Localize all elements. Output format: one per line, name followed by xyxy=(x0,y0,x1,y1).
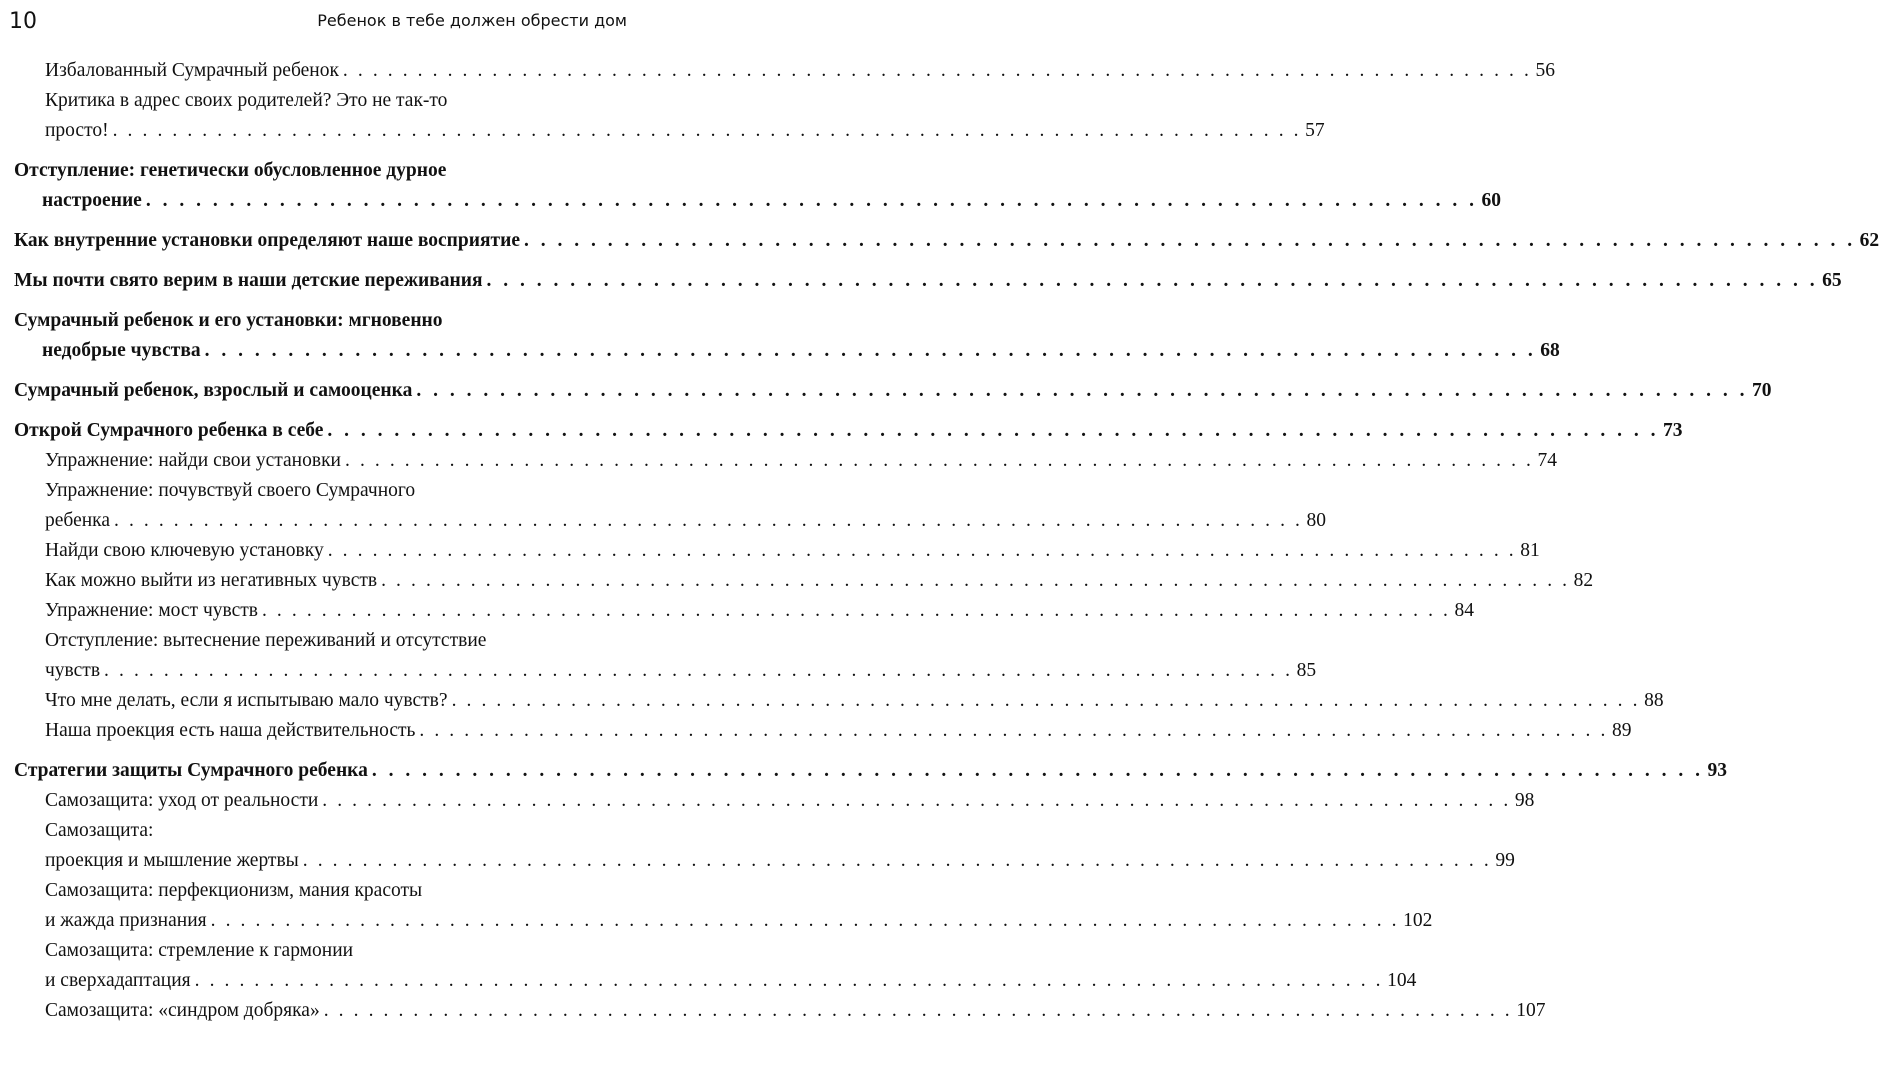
toc-entry-line xyxy=(45,626,624,656)
toc-entry[interactable] xyxy=(14,816,1515,876)
toc-entry-line xyxy=(45,996,1546,1026)
toc-entry-line xyxy=(45,566,1594,596)
toc-entry-title: Как можно выйти из негативных чувств xyxy=(45,570,378,591)
toc-entry-title: Избалованный Сумрачный ребенок xyxy=(45,60,339,81)
toc-entry-title: Критика в адрес своих родителей? Это не так-то xyxy=(45,90,448,111)
running-head-title: Ребенок в тебе должен обрести дом xyxy=(317,11,627,30)
toc-entry-title: Что мне делать, если я испытываю мало чувств? xyxy=(45,690,448,711)
dot-leader: . . . . . . . . . . . . . . . . . . . . . . . . . . . . . . . . . . . . . . . . . . . . . . . . . . . . . . . . . . . . . . . . . . . . . . . . . . . . . . . . xyxy=(194,970,1384,991)
toc-entry-line xyxy=(14,306,624,336)
toc-page-number: 85 xyxy=(1296,660,1317,681)
dot-leader: . . . . . . . . . . . . . . . . . . . . . . . . . . . . . . . . . . . . . . . . . . . . . . . . . . . . . . . . . . . . . . . . . . . . . . . . . . . . . . . . xyxy=(416,380,1748,401)
toc-entry-title: Самозащита: стремление к гармонии xyxy=(45,940,354,961)
toc-entry-line xyxy=(14,226,1879,256)
dot-leader: . . . . . . . . . . . . . . . . . . . . . . . . . . . . . . . . . . . . . . . . . . . . . . . . . . . . . . . . . . . . . . . . . . . . . . . . . . . . . . . . xyxy=(210,910,1400,931)
toc-page-number: 84 xyxy=(1454,600,1475,621)
toc-entry-line xyxy=(45,816,624,846)
toc-entry-line xyxy=(45,656,1317,686)
toc-entry-line xyxy=(45,446,1558,476)
toc-entry-line xyxy=(14,376,1772,406)
toc-entry-title: Как внутренние установки определяют наше восприятие xyxy=(14,230,521,251)
toc-entry[interactable] xyxy=(14,266,1842,296)
toc-entry[interactable] xyxy=(14,306,1560,366)
toc-page-number: 60 xyxy=(1481,190,1501,211)
toc-entry[interactable] xyxy=(14,476,1327,536)
toc-entry[interactable] xyxy=(14,626,1317,686)
toc-entry-line xyxy=(45,846,1515,876)
toc-page-number: 99 xyxy=(1495,850,1515,871)
toc-entry-title: проекция и мышление жертвы xyxy=(45,850,299,871)
toc-page-number: 57 xyxy=(1305,120,1325,141)
dot-leader: . . . . . . . . . . . . . . . . . . . . . . . . . . . . . . . . . . . . . . . . . . . . . . . . . . . . . . . . . . . . . . . . . . . . . . . . . . . . . . . . xyxy=(451,690,1641,711)
toc-entry[interactable] xyxy=(14,936,1417,996)
toc-entry-title: Сумрачный ребенок и его установки: мгновенно xyxy=(14,310,443,331)
toc-page-number: 89 xyxy=(1611,720,1632,741)
toc-entry[interactable] xyxy=(14,226,1879,256)
dot-leader: . . . . . . . . . . . . . . . . . . . . . . . . . . . . . . . . . . . . . . . . . . . . . . . . . . . . . . . . . . . . . . . . . . . . . . . . . . . . . . . . xyxy=(342,60,1532,81)
toc-page-number: 81 xyxy=(1520,540,1540,561)
dot-leader: . . . . . . . . . . . . . . . . . . . . . . . . . . . . . . . . . . . . . . . . . . . . . . . . . . . . . . . . . . . . . . . . . . . . . . . . . . . . . . . . xyxy=(345,450,1534,471)
dot-leader: . . . . . . . . . . . . . . . . . . . . . . . . . . . . . . . . . . . . . . . . . . . . . . . . . . . . . . . . . . . . . . . . . . . . . . . . . . . . . . . . xyxy=(419,720,1608,741)
toc-entry-line xyxy=(45,936,624,966)
toc-entry-title: чувств xyxy=(45,660,101,681)
toc-page-number: 93 xyxy=(1707,760,1727,781)
toc-entry-line xyxy=(45,876,624,906)
toc-entry-title: и сверхадаптация xyxy=(45,970,191,991)
toc-entry[interactable] xyxy=(14,596,1475,626)
toc-entry[interactable] xyxy=(14,56,1555,86)
dot-leader: . . . . . . . . . . . . . . . . . . . . . . . . . . . . . . . . . . . . . . . . . . . . . . . . . . . . . . . . . . . . . . . . . . . . . . . . . . . . . . . . xyxy=(327,540,1517,561)
toc-page-number: 88 xyxy=(1644,690,1664,711)
toc-entry-title: Наша проекция есть наша действительность xyxy=(45,720,416,741)
toc-page-number: 68 xyxy=(1540,340,1560,361)
dot-leader: . . . . . . . . . . . . . . . . . . . . . . . . . . . . . . . . . . . . . . . . . . . . . . . . . . . . . . . . . . . . . . . . . . . . . . . . . . . . . . . . xyxy=(145,190,1478,211)
toc-entry-title: недобрые чувства xyxy=(42,340,201,361)
dot-leader: . . . . . . . . . . . . . . . . . . . . . . . . . . . . . . . . . . . . . . . . . . . . . . . . . . . . . . . . . . . . . . . . . . . . . . . . . . . . . . . . xyxy=(486,270,1819,291)
toc-entry-line xyxy=(45,476,624,506)
page-number: 10 xyxy=(9,9,37,34)
dot-leader: . . . . . . . . . . . . . . . . . . . . . . . . . . . . . . . . . . . . . . . . . . . . . . . . . . . . . . . . . . . . . . . . . . . . . . . . . . . . . . . . xyxy=(114,510,1303,531)
dot-leader: . . . . . . . . . . . . . . . . . . . . . . . . . . . . . . . . . . . . . . . . . . . . . . . . . . . . . . . . . . . . . . . . . . . . . . . . . . . . . . . . xyxy=(112,120,1302,141)
toc-entry-title: ребенка xyxy=(45,510,110,531)
dot-leader: . . . . . . . . . . . . . . . . . . . . . . . . . . . . . . . . . . . . . . . . . . . . . . . . . . . . . . . . . . . . . . . . . . . . . . . . . . . . . . . . xyxy=(381,570,1570,591)
toc-entry-line xyxy=(45,786,1535,816)
toc-entry-line xyxy=(14,156,624,186)
dot-leader: . . . . . . . . . . . . . . . . . . . . . . . . . . . . . . . . . . . . . . . . . . . . . . . . . . . . . . . . . . . . . . . . . . . . . . . . . . . . . . . . xyxy=(104,660,1293,681)
toc-entry-line xyxy=(14,336,1560,366)
dot-leader: . . . . . . . . . . . . . . . . . . . . . . . . . . . . . . . . . . . . . . . . . . . . . . . . . . . . . . . . . . . . . . . . . . . . . . . . . . . . . . . . xyxy=(327,420,1660,441)
toc-entry-line xyxy=(45,536,1540,566)
toc-page-number: 56 xyxy=(1535,60,1555,81)
dot-leader: . . . . . . . . . . . . . . . . . . . . . . . . . . . . . . . . . . . . . . . . . . . . . . . . . . . . . . . . . . . . . . . . . . . . . . . . . . . . . . . . xyxy=(302,850,1492,871)
toc-entry-line xyxy=(14,416,1683,446)
toc-entry[interactable] xyxy=(14,416,1683,446)
toc-entry-line xyxy=(14,266,1842,296)
toc-page-number: 80 xyxy=(1306,510,1327,531)
toc-entry-title: настроение xyxy=(42,190,142,211)
toc-entry-line xyxy=(45,906,1433,936)
toc-entry[interactable] xyxy=(14,686,1664,716)
toc-entry-line xyxy=(14,186,1501,216)
toc-page-number: 74 xyxy=(1537,450,1558,471)
table-of-contents xyxy=(14,56,1879,1026)
toc-entry[interactable] xyxy=(14,756,1727,786)
toc-entry[interactable] xyxy=(14,156,1501,216)
toc-entry-line xyxy=(45,86,624,116)
dot-leader: . . . . . . . . . . . . . . . . . . . . . . . . . . . . . . . . . . . . . . . . . . . . . . . . . . . . . . . . . . . . . . . . . . . . . . . . . . . . . . . . xyxy=(323,1000,1513,1021)
toc-entry-title: Стратегии защиты Сумрачного ребенка xyxy=(14,760,368,781)
toc-entry-title: Самозащита: уход от реальности xyxy=(45,790,319,811)
toc-page-number: 107 xyxy=(1516,1000,1546,1021)
toc-entry-title: Самозащита: «синдром добряка» xyxy=(45,1000,320,1021)
toc-entry-title: Упражнение: найди свои установки xyxy=(45,450,341,471)
toc-entry-line xyxy=(45,686,1664,716)
toc-page-number: 104 xyxy=(1387,970,1417,991)
toc-page-number: 62 xyxy=(1859,230,1879,251)
dot-leader: . . . . . . . . . . . . . . . . . . . . . . . . . . . . . . . . . . . . . . . . . . . . . . . . . . . . . . . . . . . . . . . . . . . . . . . . . . . . . . . . xyxy=(261,600,1451,621)
toc-entry-title: и жажда признания xyxy=(45,910,207,931)
toc-entry[interactable] xyxy=(14,786,1535,816)
toc-entry-title: Отступление: вытеснение переживаний и отсутствие xyxy=(45,630,487,651)
toc-entry-title: Самозащита: xyxy=(45,820,154,841)
toc-entry-title: Самозащита: перфекционизм, мания красоты xyxy=(45,880,423,901)
toc-entry-title: просто! xyxy=(45,120,109,141)
toc-entry-line xyxy=(45,506,1327,536)
toc-entry-line xyxy=(45,596,1475,626)
toc-entry-line xyxy=(45,966,1417,996)
toc-page-number: 65 xyxy=(1822,270,1842,291)
toc-entry[interactable] xyxy=(14,536,1540,566)
toc-entry-title: Упражнение: мост чувств xyxy=(45,600,258,621)
toc-entry-title: Найди свою ключевую установку xyxy=(45,540,324,561)
toc-entry-line xyxy=(45,56,1555,86)
dot-leader: . . . . . . . . . . . . . . . . . . . . . . . . . . . . . . . . . . . . . . . . . . . . . . . . . . . . . . . . . . . . . . . . . . . . . . . . . . . . . . . . xyxy=(322,790,1511,811)
toc-entry-title: Открой Сумрачного ребенка в себе xyxy=(14,420,324,441)
dot-leader: . . . . . . . . . . . . . . . . . . . . . . . . . . . . . . . . . . . . . . . . . . . . . . . . . . . . . . . . . . . . . . . . . . . . . . . . . . . . . . . . xyxy=(371,760,1704,781)
toc-page-number: 98 xyxy=(1514,790,1535,811)
toc-entry-title: Мы почти свято верим в наши детские переживания xyxy=(14,270,483,291)
toc-entry[interactable] xyxy=(14,566,1594,596)
toc-page-number: 70 xyxy=(1752,380,1772,401)
toc-entry[interactable] xyxy=(14,446,1558,476)
toc-entry-line xyxy=(45,116,1325,146)
toc-entry-title: Упражнение: почувствуй своего Сумрачного xyxy=(45,480,416,501)
toc-entry-line xyxy=(14,756,1727,786)
dot-leader: . . . . . . . . . . . . . . . . . . . . . . . . . . . . . . . . . . . . . . . . . . . . . . . . . . . . . . . . . . . . . . . . . . . . . . . . . . . . . . . . xyxy=(524,230,1856,251)
toc-entry-title: Отступление: генетически обусловленное дурное xyxy=(14,160,447,181)
toc-entry[interactable] xyxy=(14,876,1433,936)
dot-leader: . . . . . . . . . . . . . . . . . . . . . . . . . . . . . . . . . . . . . . . . . . . . . . . . . . . . . . . . . . . . . . . . . . . . . . . . . . . . . . . . xyxy=(204,340,1537,361)
toc-page-number: 82 xyxy=(1573,570,1594,591)
toc-entry-title: Сумрачный ребенок, взрослый и самооценка xyxy=(14,380,413,401)
toc-entry[interactable] xyxy=(14,86,1325,146)
toc-entry-line xyxy=(45,716,1632,746)
toc-page-number: 102 xyxy=(1403,910,1433,931)
toc-entry[interactable] xyxy=(14,716,1632,746)
toc-entry[interactable] xyxy=(14,376,1772,406)
toc-entry[interactable] xyxy=(14,996,1546,1026)
toc-page-number: 73 xyxy=(1663,420,1683,441)
